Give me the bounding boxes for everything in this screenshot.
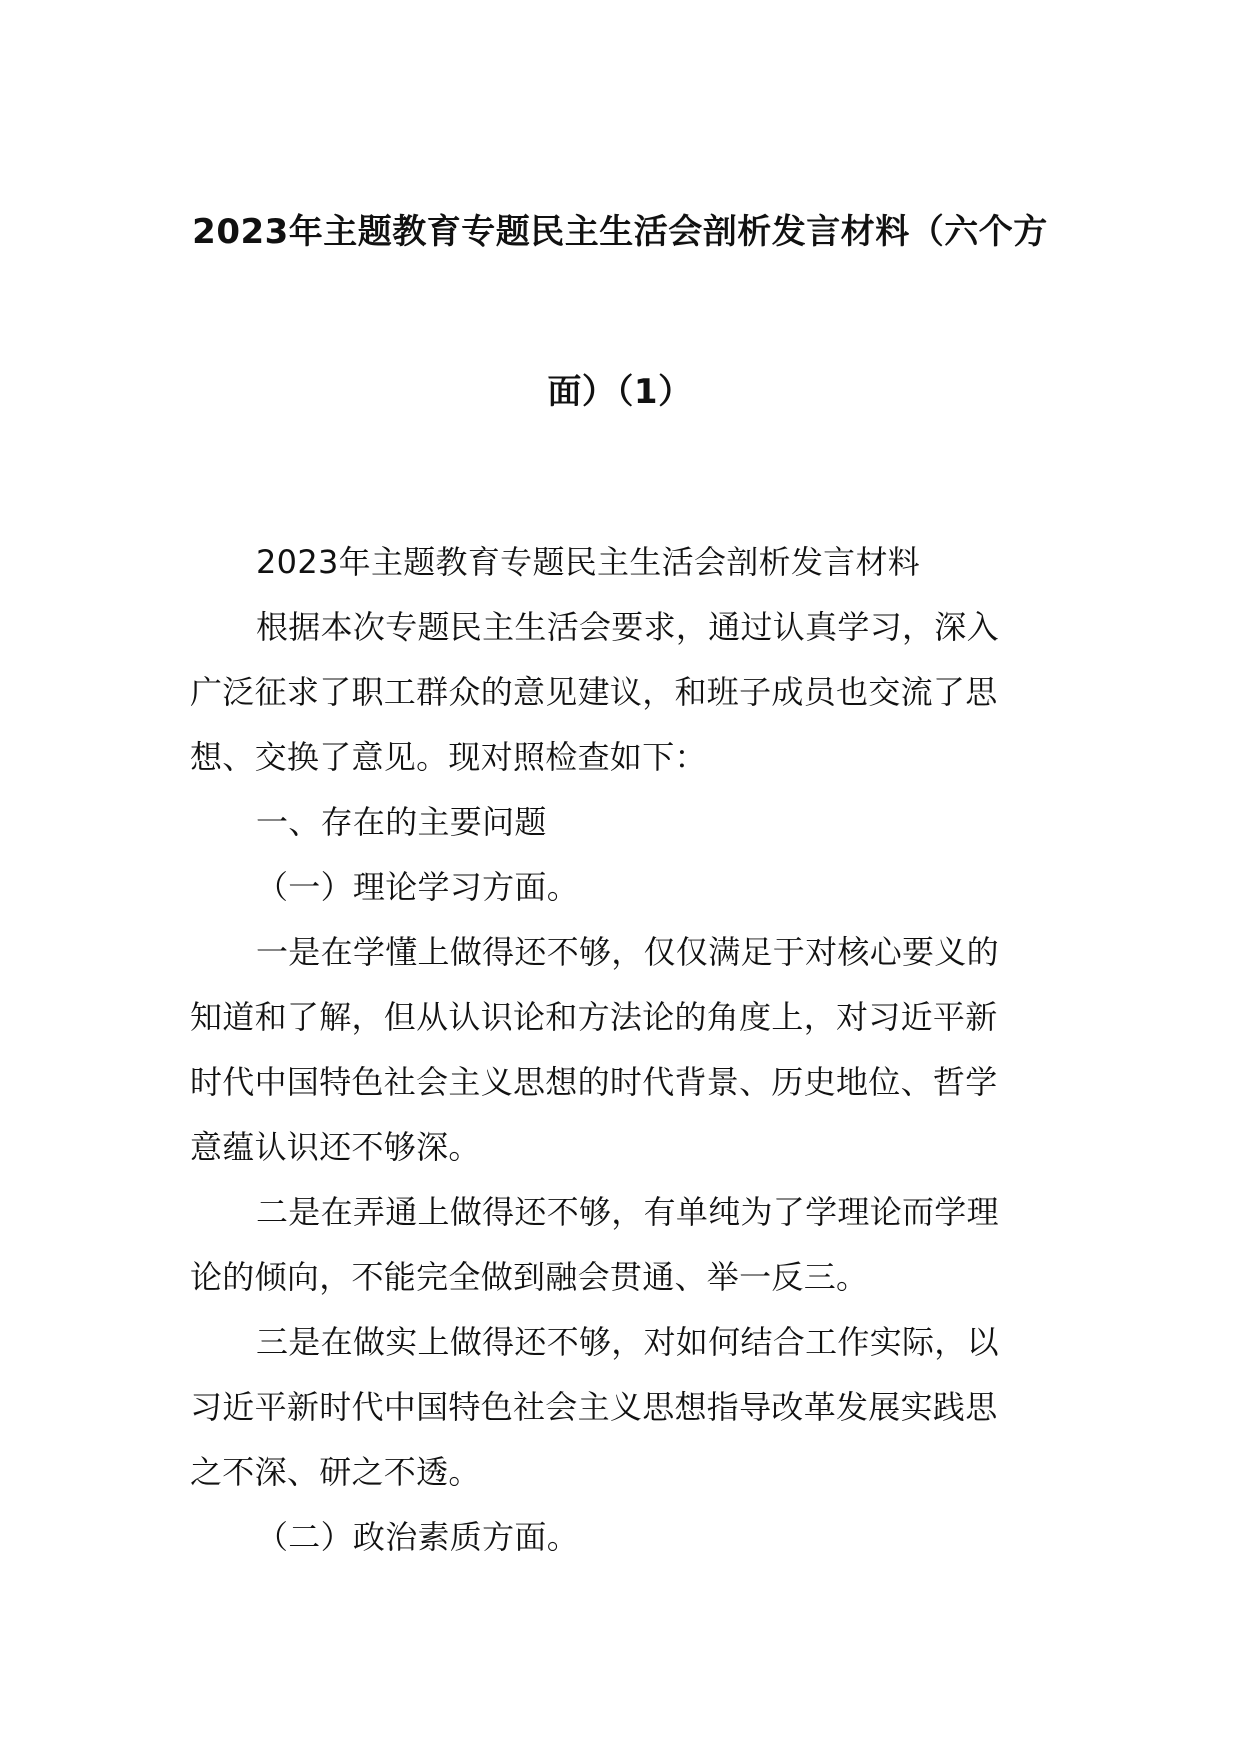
section-heading: 一、存在的主要问题	[256, 803, 547, 841]
body-line: 知道和了解，但从认识论和方法论的角度上，对习近平新	[190, 998, 998, 1036]
subsection-heading: （二）政治素质方面。	[256, 1518, 580, 1556]
document-body	[190, 530, 1060, 1570]
body-line: 时代中国特色社会主义思想的时代背景、历史地位、哲学	[190, 1063, 998, 1101]
body-line: 二是在弄通上做得还不够，有单纯为了学理论而学理	[256, 1193, 999, 1231]
body-line: 一是在学懂上做得还不够，仅仅满足于对核心要义的	[256, 933, 999, 971]
body-line: 广泛征求了职工群众的意见建议，和班子成员也交流了思	[190, 673, 998, 711]
body-line: 根据本次专题民主生活会要求，通过认真学习，深入	[256, 608, 999, 646]
body-line: 2023年主题教育专题民主生活会剖析发言材料	[256, 543, 921, 581]
body-line: 论的倾向，不能完全做到融会贯通、举一反三。	[190, 1258, 869, 1296]
body-line: 想、交换了意见。现对照检查如下：	[190, 738, 707, 776]
body-line: 之不深、研之不透。	[190, 1453, 481, 1491]
document-title-line-1: 2023年主题教育专题民主生活会剖析发言材料（六个方	[192, 212, 1048, 252]
body-line: 习近平新时代中国特色社会主义思想指导改革发展实践思	[190, 1388, 998, 1426]
body-line: 三是在做实上做得还不够，对如何结合工作实际，以	[256, 1323, 999, 1361]
document-title-line-2: 面）（1）	[547, 372, 693, 412]
body-line: 意蕴认识还不够深。	[190, 1128, 481, 1166]
subsection-heading: （一）理论学习方面。	[256, 868, 580, 906]
